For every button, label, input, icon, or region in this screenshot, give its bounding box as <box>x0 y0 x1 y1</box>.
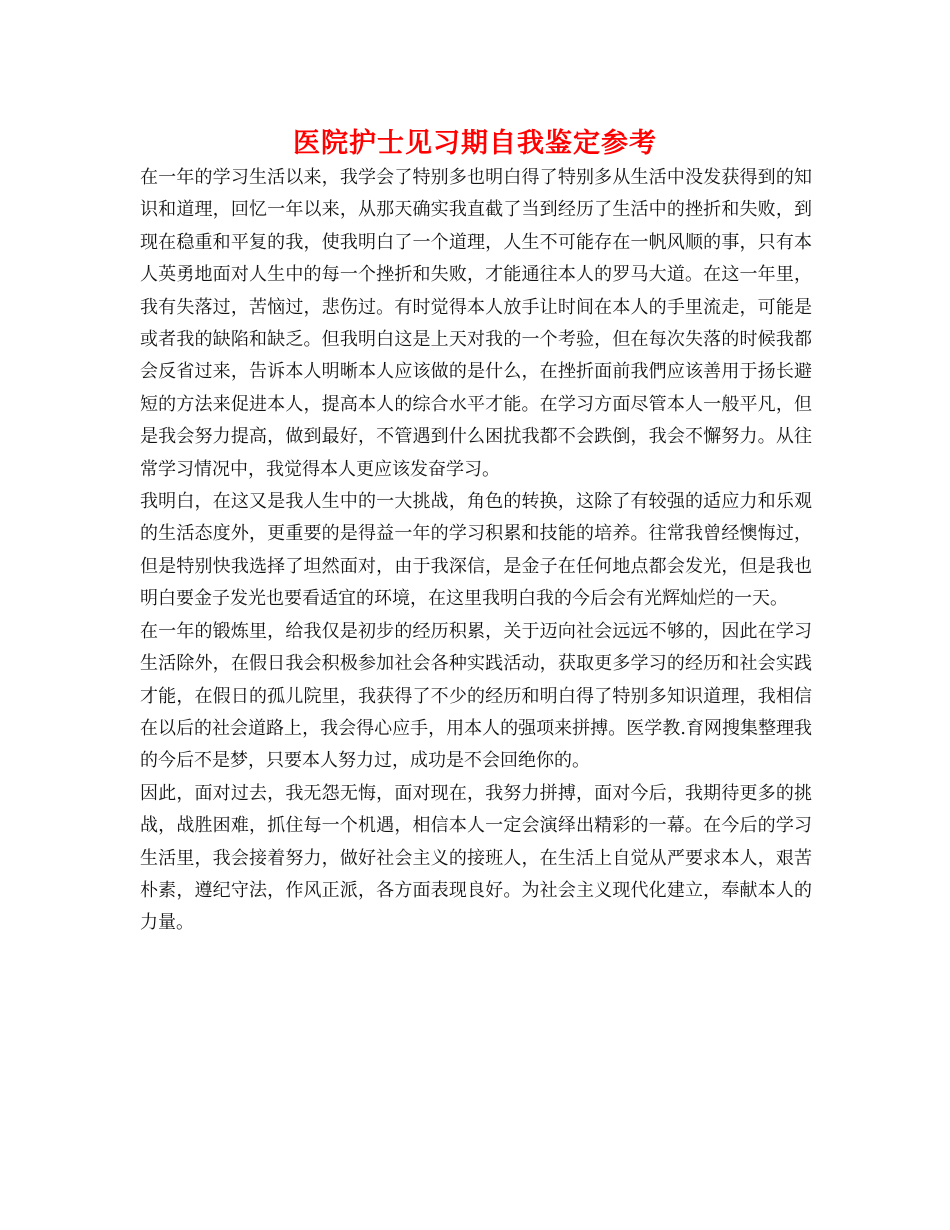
paragraph-4: 因此，面对过去，我无怨无悔，面对现在，我努力拼搏，面对今后，我期待更多的挑战，战胜困难，抓住每一个机遇，相信本人一定会演绎出精彩的一幕。在今后的学习生活里，我会接着努力，做好社会主义的接班人，在生活上自觉从严要求本人，艰苦朴素，遵纪守法，作风正派，各方面表现良好。为社会主义现代化建立，奉献本人的力量。 <box>140 782 812 934</box>
document-title: 医院护士见习期自我鉴定参考 <box>293 128 657 159</box>
paragraph-1: 在一年的学习生活以来，我学会了特别多也明白得了特别多从生活中没发获得到的知识和道理，回忆一年以来，从那天确实我直截了当到经历了生活中的挫折和失败，到现在稳重和平复的我，使我明白了一个道理，人生不可能存在一帆风顺的事，只有本人英勇地面对人生中的每一个挫折和失败，才能通往本人的罗马大道。在这一年里，我有失落过，苦恼过，悲伤过。有时觉得本人放手让时间在本人的手里流走，可能是或者我的缺陷和缺乏。但我明白这是上天对我的一个考验，但在每次失落的时候我都会反省过来，告诉本人明晰本人应该做的是什么，在挫折面前我們应该善用于扬长避短的方法来促进本人，提高本人的综合水平才能。在学习方面尽管本人一般平凡，但是我会努力提高，做到最好，不管遇到什么困扰我都不会跌倒，我会不懈努力。从往常学习情况中，我觉得本人更应该发奋学习。 <box>140 167 812 480</box>
document-body <box>140 162 812 940</box>
paragraph-2: 我明白，在这又是我人生中的一大挑战，角色的转换，这除了有较强的适应力和乐观的生活态度外，更重要的是得益一年的学习积累和技能的培养。往常我曾经懊悔过，但是特别快我选择了坦然面对，由于我深信，是金子在任何地点都会发光，但是我也明白要金子发光也要看适宜的环境，在这里我明白我的今后会有光辉灿烂的一天。 <box>140 491 812 610</box>
paragraph-3: 在一年的锻炼里，给我仅是初步的经历积累，关于迈向社会远远不够的，因此在学习生活除外，在假日我会积极参加社会各种实践活动，获取更多学习的经历和社会实践才能，在假日的孤儿院里，我获得了不少的经历和明白得了特别多知识道理，我相信在以后的社会道路上，我会得心应手，用本人的强项来拼搏。医学教.育网搜集整理我的今后不是梦，只要本人努力过，成功是不会回绝你的。 <box>140 620 812 772</box>
